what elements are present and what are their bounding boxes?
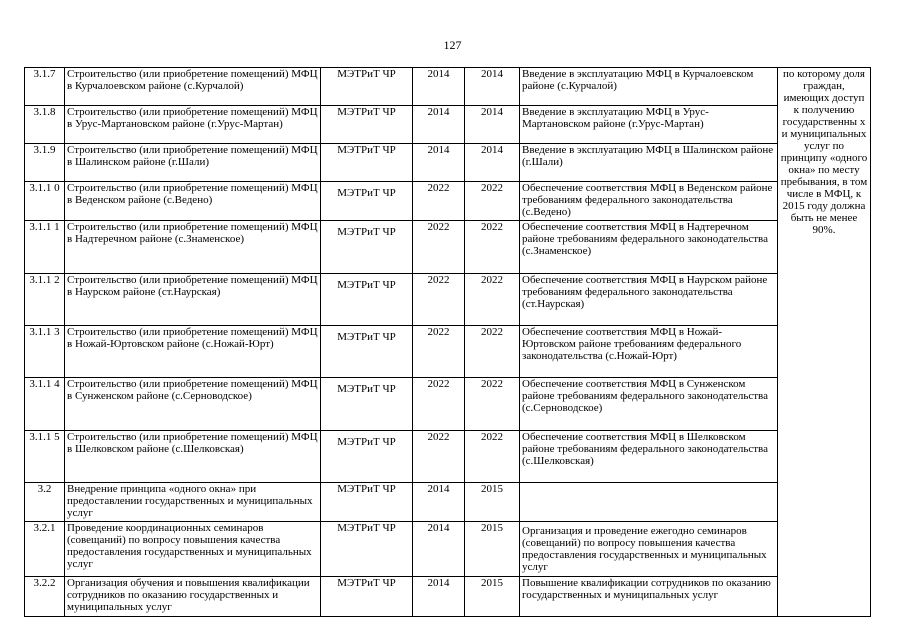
end-year-cell: 2015 <box>465 483 520 522</box>
start-year-cell: 2014 <box>413 144 465 182</box>
result-cell: Организация и проведение ежегодно семинаров (совещаний) по вопросу повышения качества предоставления государственных и муниципальных услуг <box>520 522 778 577</box>
end-year-cell: 2015 <box>465 577 520 617</box>
indicator-cell: по которому доля граждан, имеющих доступ к получению государственны х и муниципальных услуг по принципу «одного окна» по месту пребывания, в том числе в МФЦ, к 2015 году должна быть не менее 90%. <box>778 68 871 617</box>
executor-cell: МЭТРиТ ЧР <box>321 483 413 522</box>
result-cell <box>520 483 778 522</box>
action-cell: Проведение координационных семинаров (совещаний) по вопросу повышения качества предоставления государственных и муниципальных услуг <box>65 522 321 577</box>
result-cell: Обеспечение соответствия МФЦ в Сунженском районе требованиям федерального законодательства (с.Серноводское) <box>520 378 778 431</box>
action-cell: Строительство (или приобретение помещений) МФЦ в Курчалоевском районе (с.Курчалой) <box>65 68 321 106</box>
end-year-cell: 2014 <box>465 68 520 106</box>
start-year-cell: 2022 <box>413 378 465 431</box>
result-cell: Обеспечение соответствия МФЦ в Шелковском районе требованиям федерального законодательства (с.Шелковская) <box>520 431 778 483</box>
result-cell: Обеспечение соответствия МФЦ в Наурском районе требованиям федерального законодательства (ст.Наурская) <box>520 274 778 326</box>
row-number: 3.1.7 <box>25 68 65 106</box>
start-year-cell: 2022 <box>413 431 465 483</box>
start-year-cell: 2022 <box>413 274 465 326</box>
action-cell: Строительство (или приобретение помещений) МФЦ в Веденском районе (с.Ведено) <box>65 182 321 221</box>
start-year-cell: 2014 <box>413 577 465 617</box>
executor-cell: МЭТРиТ ЧР <box>321 378 413 431</box>
start-year-cell: 2014 <box>413 68 465 106</box>
action-cell: Организация обучения и повышения квалификации сотрудников по оказанию государственных и муниципальных услуг <box>65 577 321 617</box>
table-row <box>25 483 871 522</box>
row-number: 3.1.1 0 <box>25 182 65 221</box>
end-year-cell: 2022 <box>465 378 520 431</box>
result-cell: Повышение квалификации сотрудников по оказанию государственных и муниципальных услуг <box>520 577 778 617</box>
action-cell: Внедрение принципа «одного окна» при предоставлении государственных и муниципальных услуг <box>65 483 321 522</box>
end-year-cell: 2014 <box>465 106 520 144</box>
start-year-cell: 2014 <box>413 106 465 144</box>
row-number: 3.2 <box>25 483 65 522</box>
row-number: 3.1.1 1 <box>25 221 65 274</box>
result-cell: Обеспечение соответствия МФЦ в Надтеречном районе требованиям федерального законодательства (с.Знаменское) <box>520 221 778 274</box>
executor-cell: МЭТРиТ ЧР <box>321 221 413 274</box>
table-row <box>25 326 871 378</box>
row-number: 3.1.9 <box>25 144 65 182</box>
measures-table <box>24 67 871 617</box>
start-year-cell: 2022 <box>413 326 465 378</box>
table-row <box>25 378 871 431</box>
row-number: 3.2.2 <box>25 577 65 617</box>
executor-cell: МЭТРиТ ЧР <box>321 274 413 326</box>
table-row <box>25 577 871 617</box>
action-cell: Строительство (или приобретение помещений) МФЦ в Надтеречном районе (с.Знаменское) <box>65 221 321 274</box>
table-row <box>25 68 871 106</box>
executor-cell: МЭТРиТ ЧР <box>321 522 413 577</box>
executor-cell: МЭТРиТ ЧР <box>321 577 413 617</box>
executor-cell: МЭТРиТ ЧР <box>321 68 413 106</box>
action-cell: Строительство (или приобретение помещений) МФЦ в Ножай-Юртовском районе (с.Ножай-Юрт) <box>65 326 321 378</box>
result-cell: Введение в эксплуатацию МФЦ в Шалинском районе (г.Шали) <box>520 144 778 182</box>
table-row <box>25 522 871 577</box>
action-cell: Строительство (или приобретение помещений) МФЦ в Наурском районе (ст.Наурская) <box>65 274 321 326</box>
executor-cell: МЭТРиТ ЧР <box>321 106 413 144</box>
table-row <box>25 274 871 326</box>
table-row <box>25 182 871 221</box>
executor-cell: МЭТРиТ ЧР <box>321 144 413 182</box>
result-cell: Обеспечение соответствия МФЦ в Ножай-Юртовском районе требованиям федерального законодательства (с.Ножай-Юрт) <box>520 326 778 378</box>
end-year-cell: 2022 <box>465 274 520 326</box>
action-cell: Строительство (или приобретение помещений) МФЦ в Шелковском районе (с.Шелковская) <box>65 431 321 483</box>
result-cell: Введение в эксплуатацию МФЦ в Урус-Мартановском районе (г.Урус-Мартан) <box>520 106 778 144</box>
end-year-cell: 2022 <box>465 431 520 483</box>
end-year-cell: 2015 <box>465 522 520 577</box>
result-cell: Обеспечение соответствия МФЦ в Веденском районе требованиям федерального законодательства (с.Ведено) <box>520 182 778 221</box>
row-number: 3.1.8 <box>25 106 65 144</box>
table-row <box>25 106 871 144</box>
row-number: 3.1.1 2 <box>25 274 65 326</box>
start-year-cell: 2014 <box>413 483 465 522</box>
action-cell: Строительство (или приобретение помещений) МФЦ в Сунженском районе (с.Серноводское) <box>65 378 321 431</box>
end-year-cell: 2022 <box>465 182 520 221</box>
executor-cell: МЭТРиТ ЧР <box>321 326 413 378</box>
end-year-cell: 2022 <box>465 326 520 378</box>
start-year-cell: 2014 <box>413 522 465 577</box>
table-row <box>25 221 871 274</box>
row-number: 3.2.1 <box>25 522 65 577</box>
table-row <box>25 144 871 182</box>
row-number: 3.1.1 5 <box>25 431 65 483</box>
table-row <box>25 431 871 483</box>
action-cell: Строительство (или приобретение помещений) МФЦ в Урус-Мартановском районе (г.Урус-Мартан) <box>65 106 321 144</box>
page-number: 127 <box>443 38 462 52</box>
executor-cell: МЭТРиТ ЧР <box>321 182 413 221</box>
row-number: 3.1.1 3 <box>25 326 65 378</box>
action-cell: Строительство (или приобретение помещений) МФЦ в Шалинском районе (г.Шали) <box>65 144 321 182</box>
start-year-cell: 2022 <box>413 182 465 221</box>
result-cell: Введение в эксплуатацию МФЦ в Курчалоевском районе (с.Курчалой) <box>520 68 778 106</box>
start-year-cell: 2022 <box>413 221 465 274</box>
end-year-cell: 2014 <box>465 144 520 182</box>
row-number: 3.1.1 4 <box>25 378 65 431</box>
executor-cell: МЭТРиТ ЧР <box>321 431 413 483</box>
end-year-cell: 2022 <box>465 221 520 274</box>
